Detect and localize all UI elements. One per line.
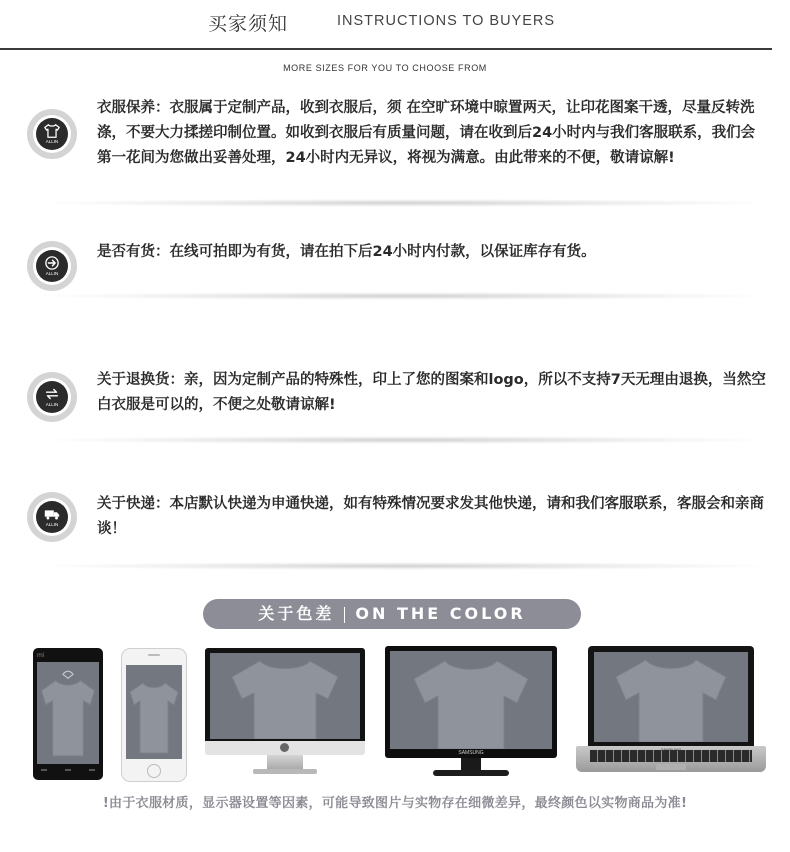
tshirt-image: [594, 652, 748, 742]
return-text: 关于退换货：亲，因为定制产品的特殊性，印上了您的图案和logo，所以不支持7天无理由退换，当然空白衣服是可以的，不便之处敬请谅解!: [97, 372, 766, 413]
arrow-right-icon: [43, 255, 61, 271]
laptop: [576, 646, 766, 778]
return-badge: [27, 372, 77, 422]
notice-shipping: [0, 492, 790, 562]
badge-tag: ALLIN: [45, 522, 59, 527]
tshirt-image: [126, 665, 182, 759]
phone-buttons: [41, 769, 95, 773]
page-header: [0, 0, 790, 52]
monitor-screen: [390, 651, 552, 749]
notice-care: [0, 96, 790, 206]
stock-text: 是否有货：在线可拍即为有货，请在拍下后24小时内付款，以保证库存有货。: [97, 244, 596, 260]
laptop-screen: [594, 652, 748, 742]
phone-brand: mi: [37, 652, 45, 659]
samsung-monitor: [385, 646, 557, 780]
care-badge: [27, 109, 77, 159]
white-phone: [121, 648, 187, 782]
imac-monitor: [205, 648, 365, 778]
care-text: 衣服保养：衣服属于定制产品，收到衣服后，须 在空旷环境中晾置两天，让印花图案干透，尽量反转洗涤，不要大力揉搓印制位置。如收到衣服后有质量问题，请在收到后24小时内与我们客服联系，我们会第一花间为您做出妥善处理，24小时内无异议，将视为满意。由此带来的不便，敬请谅解!: [97, 100, 756, 166]
stock-badge: [27, 241, 77, 291]
black-phone: [33, 648, 103, 780]
tshirt-icon: [43, 123, 61, 139]
color-note: !由于衣服材质，显示器设置等因素，可能导致图片与实物存在细微差异，最终颜色以实物商品为准!: [102, 796, 688, 811]
badge-tag: ALLIN: [45, 271, 59, 276]
divider-shadow: [40, 562, 770, 570]
color-title-cn: 关于色差: [258, 604, 335, 623]
badge-tag: ALLIN: [45, 139, 59, 144]
badge-tag: ALLIN: [45, 402, 59, 407]
tshirt-image: [390, 651, 552, 749]
trackpad: [656, 764, 686, 770]
tshirt-image: [37, 662, 99, 764]
home-button: [147, 764, 161, 778]
header-divider: [0, 48, 772, 50]
notice-return: [0, 368, 790, 438]
apple-logo-icon: [280, 743, 289, 752]
notice-stock: [0, 240, 790, 300]
shipping-text: 关于快递：本店默认快递为申通快递，如有特殊情况要求发其他快递，请和我们客服联系，客服会和亲商谈！: [97, 496, 764, 537]
truck-icon: [43, 506, 61, 522]
title-separator: [344, 607, 345, 623]
color-title-en: ON THE COLOR: [355, 604, 526, 623]
divider-shadow: [40, 199, 770, 207]
monitor-brand: SAMSUNG: [458, 750, 484, 756]
exchange-icon: [43, 386, 61, 402]
laptop-brand: SAMSUNG: [660, 747, 682, 752]
subtitle: MORE SIZES FOR YOU TO CHOOSE FROM: [283, 63, 487, 73]
phone-screen: [37, 662, 99, 764]
title-cn: 买家须知: [208, 13, 289, 35]
title-en: INSTRUCTIONS TO BUYERS: [337, 13, 556, 29]
monitor-screen: [210, 653, 360, 739]
phone-screen: [126, 665, 182, 759]
color-section-title: [203, 599, 581, 629]
phone-speaker: [148, 654, 160, 656]
shipping-badge: [27, 492, 77, 542]
divider-shadow: [40, 292, 770, 300]
tshirt-image: [210, 653, 360, 739]
divider-shadow: [40, 436, 770, 444]
